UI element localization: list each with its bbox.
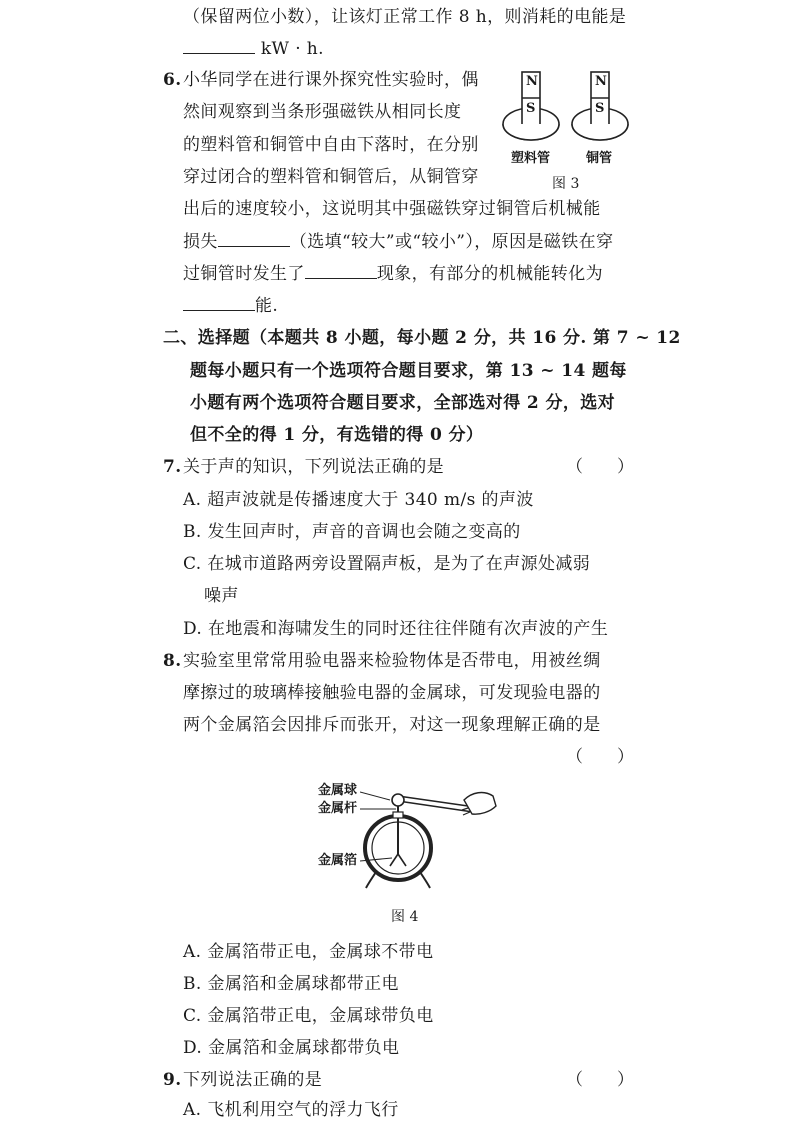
magnet1-n-label: N — [526, 74, 538, 89]
metal-rod-label: 金属杆 — [318, 801, 358, 816]
q6-line6-pre: 损失 — [183, 232, 218, 252]
section2-heading-line1: 二、选择题（本题共 8 小题，每小题 2 分，共 16 分. 第 7 ~ 12 — [163, 328, 681, 348]
q5-line2 — [183, 38, 324, 60]
q8-option-a[interactable]: A. 金属箔带正电，金属球不带电 — [183, 942, 434, 962]
q8-option-b[interactable]: B. 金属箔和金属球都带正电 — [183, 974, 399, 994]
section2-heading-line4: 但不全的得 1 分，有选错的得 0 分） — [190, 425, 484, 445]
q5-line1: （保留两位小数），让该灯正常工作 8 h，则消耗的电能是 — [183, 7, 627, 27]
q7-number: 7. — [163, 457, 182, 477]
q6-line7 — [183, 263, 603, 285]
q8-number: 8. — [163, 651, 182, 671]
q7-option-d[interactable]: D. 在地震和海啸发生的同时还往往伴随有次声波的产生 — [183, 619, 609, 639]
q7-answer-paren[interactable]: （ ） — [566, 457, 634, 477]
q9-answer-paren[interactable]: （ ） — [566, 1070, 634, 1090]
q8-answer-paren[interactable]: （ ） — [566, 747, 634, 767]
q6-blank-3[interactable] — [183, 309, 255, 311]
q6-line5: 出后的速度较小，这说明其中强磁铁穿过铜管后机械能 — [183, 199, 601, 219]
q9-option-a[interactable]: A. 飞机利用空气的浮力飞行 — [183, 1100, 399, 1120]
q5-unit: kW · h. — [260, 39, 324, 59]
q7-option-a[interactable]: A. 超声波就是传播速度大于 340 m/s 的声波 — [183, 490, 534, 510]
q9-number: 9. — [163, 1070, 182, 1090]
q6-number: 6. — [163, 70, 182, 90]
magnet2-s-label: S — [595, 101, 605, 116]
q6-line2: 然间观察到当条形强磁铁从相同长度 — [183, 102, 462, 122]
section2-heading-line3: 小题有两个选项符合题目要求，全部选对得 2 分，选对 — [190, 393, 616, 413]
q6-blank-2[interactable] — [305, 277, 377, 279]
figure-4-leader-lines — [360, 784, 400, 864]
q7-stem: 关于声的知识，下列说法正确的是 — [183, 457, 444, 477]
q8-option-d[interactable]: D. 金属箔和金属球都带负电 — [183, 1038, 400, 1058]
copper-tube-label: 铜管 — [586, 151, 613, 166]
q6-line7-pre: 过铜管时发生了 — [183, 264, 305, 284]
q6-line8 — [183, 295, 278, 317]
q6-line4: 穿过闭合的塑料管和铜管后，从铜管穿 — [183, 167, 479, 187]
q5-answer-blank[interactable] — [183, 52, 255, 54]
q8-option-c[interactable]: C. 金属箔带正电，金属球带负电 — [183, 1006, 434, 1026]
q8-line2: 摩擦过的玻璃棒接触验电器的金属球，可发现验电器的 — [183, 683, 601, 703]
plastic-tube-label: 塑料管 — [511, 151, 551, 166]
q6-blank-1[interactable] — [218, 245, 290, 247]
q9-stem: 下列说法正确的是 — [183, 1070, 323, 1090]
figure-4-caption: 图 4 — [391, 909, 419, 925]
section2-heading-line2: 题每小题只有一个选项符合题目要求，第 13 ~ 14 题每 — [190, 361, 627, 381]
q7-option-c[interactable]: C. 在城市道路两旁设置隔声板，是为了在声源处减弱 — [183, 554, 591, 574]
q7-option-b[interactable]: B. 发生回声时，声音的音调也会随之变高的 — [183, 522, 521, 542]
q8-line1: 实验室里常常用验电器来检验物体是否带电，用被丝绸 — [183, 651, 601, 671]
figure-3-caption: 图 3 — [552, 176, 580, 192]
figure-3-tubes — [500, 68, 640, 150]
q6-line6-post: （选填“较大”或“较小”），原因是磁铁在穿 — [289, 232, 614, 252]
q7-option-c-cont[interactable]: 噪声 — [204, 586, 239, 606]
metal-foil-label: 金属箔 — [318, 853, 358, 868]
magnet1-s-label: S — [526, 101, 536, 116]
q6-line8-post: 能. — [255, 296, 279, 316]
q6-line1: 小华同学在进行课外探究性实验时，偶 — [183, 70, 479, 90]
q8-line3: 两个金属箔会因排斥而张开，对这一现象理解正确的是 — [183, 715, 601, 735]
q6-line6 — [183, 231, 613, 253]
q6-line7-post: 现象，有部分的机械能转化为 — [376, 264, 604, 284]
metal-ball-label: 金属球 — [318, 783, 358, 798]
magnet2-n-label: N — [595, 74, 607, 89]
q6-line3: 的塑料管和铜管中自由下落时，在分别 — [183, 135, 479, 155]
